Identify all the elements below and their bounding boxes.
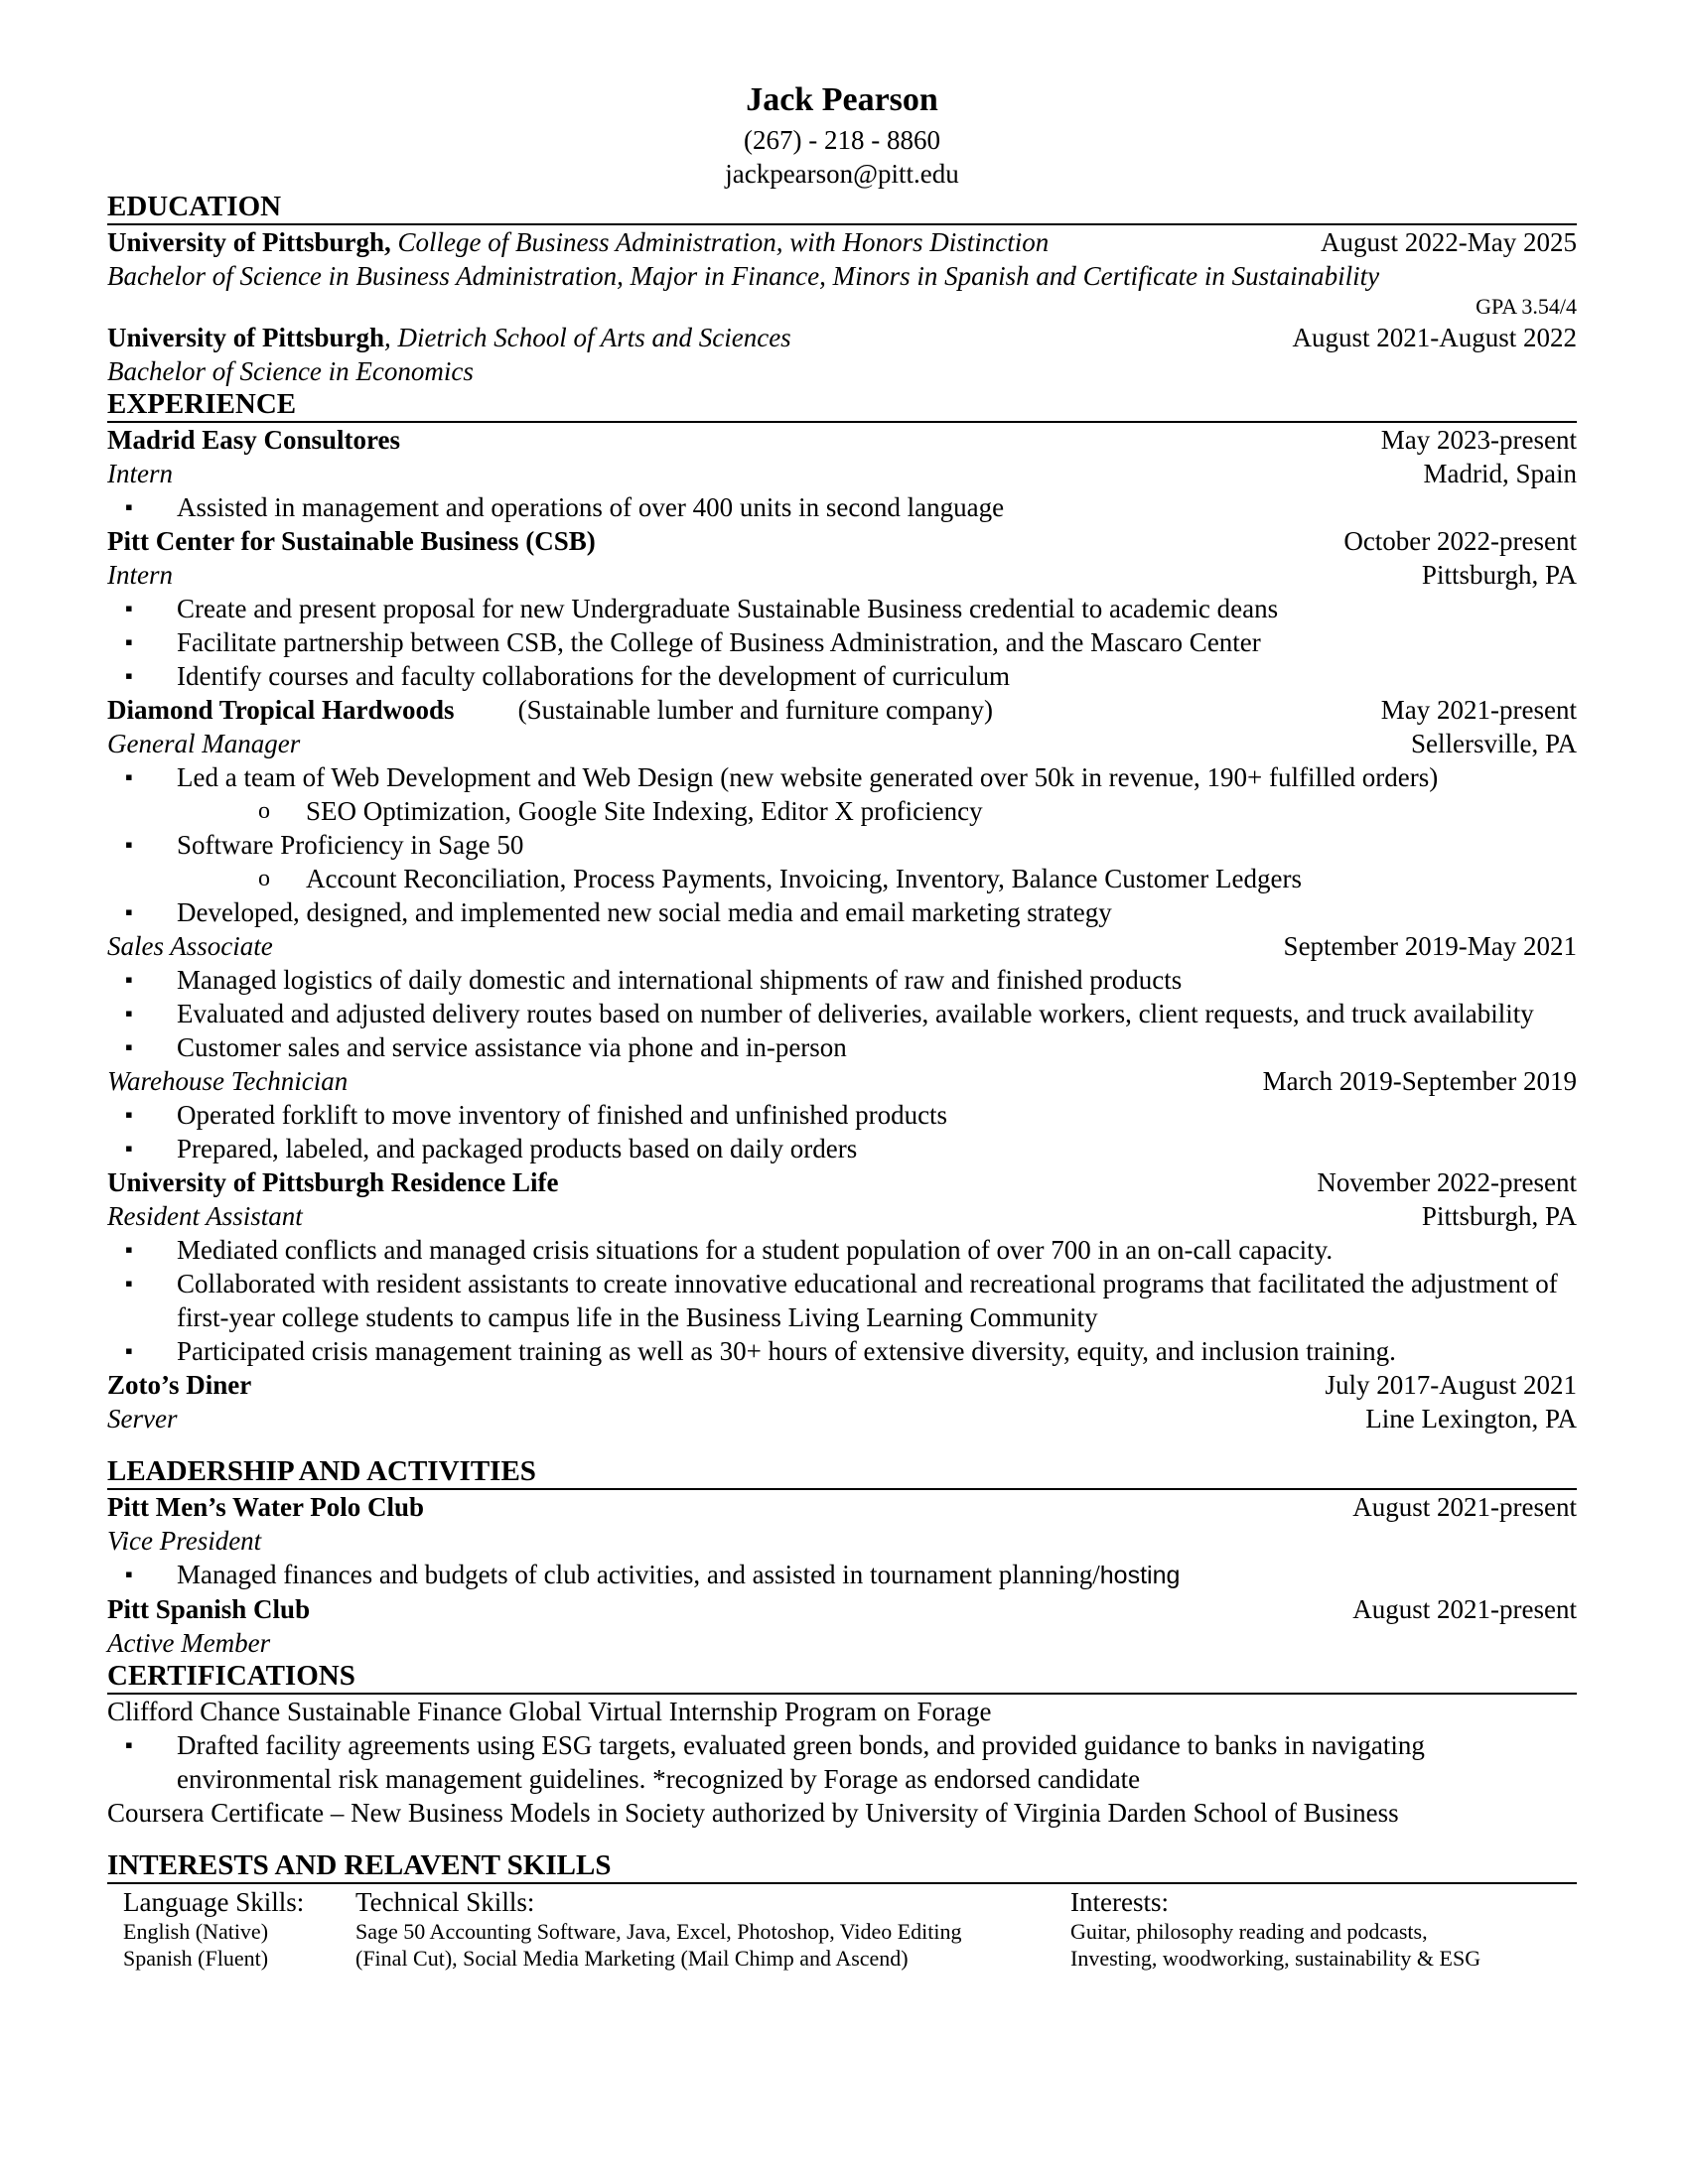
- sub-bullet-item: o SEO Optimization, Google Site Indexing, Editor X proficiency: [107, 794, 1577, 828]
- org-name: Pitt Spanish Club: [107, 1594, 311, 1624]
- bullet-text-tail: hosting: [1099, 1562, 1181, 1589]
- email-address: jackpearson@pitt.edu: [725, 159, 959, 189]
- org-name: University of Pittsburgh Residence Life: [107, 1167, 559, 1197]
- activity-header-spanish: [107, 1592, 1577, 1626]
- education-dates: August 2021-August 2022: [1292, 323, 1577, 352]
- job-dates: November 2022-present: [1317, 1167, 1577, 1197]
- interests-column: [1070, 1886, 1577, 1972]
- job-dates: September 2019-May 2021: [1283, 931, 1577, 961]
- bullet-list: [107, 963, 1577, 1064]
- degree-text: Bachelor of Science in Business Administration, Major in Finance, Minors in Spanish and Certificate in Sustainability: [107, 261, 1380, 291]
- language-skills-column: [107, 1886, 355, 1972]
- degree-text: Bachelor of Science in Economics: [107, 356, 474, 386]
- org-name: Madrid Easy Consultores: [107, 425, 401, 455]
- bullet-list: [107, 1558, 1577, 1592]
- job-role-row: [107, 457, 1577, 490]
- bullet-item: ▪ Mediated conflicts and managed crisis situations for a student population of over 700 in an on-call capacity.: [107, 1233, 1577, 1267]
- certification-item: Clifford Chance Sustainable Finance Global Virtual Internship Program on Forage: [107, 1697, 992, 1726]
- school-name: University of Pittsburgh,: [107, 227, 391, 257]
- skill-item: (Final Cut), Social Media Marketing (Mail Chimp and Ascend): [355, 1946, 909, 1971]
- job-header-diamond: [107, 693, 1577, 727]
- resume-header: [107, 77, 1577, 191]
- job-role: Sales Associate: [107, 931, 273, 961]
- interest-item: Investing, woodworking, sustainability & ESG: [1070, 1946, 1481, 1971]
- bullet-list: [107, 1233, 1577, 1368]
- certification-item: Coursera Certificate – New Business Models in Society authorized by University of Virginia Darden School of Business: [107, 1798, 1399, 1828]
- activity-role: Vice President: [107, 1526, 262, 1556]
- experience-heading: EXPERIENCE: [107, 388, 1577, 423]
- technical-skills-column: [355, 1886, 1070, 1972]
- job-role-row: [107, 1064, 1577, 1098]
- college-name: , Dietrich School of Arts and Sciences: [384, 323, 791, 352]
- job-location: Pittsburgh, PA: [1421, 560, 1577, 590]
- bullet-list: [107, 828, 1577, 862]
- skills-heading: INTERESTS AND RELAVENT SKILLS: [107, 1849, 1577, 1884]
- education-dates: August 2022-May 2025: [1321, 227, 1577, 257]
- bullet-item: ▪ Prepared, labeled, and packaged products based on daily orders: [107, 1132, 1577, 1165]
- bullet-item: ▪ Led a team of Web Development and Web Design (new website generated over 50k in revenue, 190+ fulfilled orders): [107, 760, 1577, 794]
- bullet-item: ▪ Evaluated and adjusted delivery routes based on number of deliveries, available workers, client requests, and truck availability: [107, 997, 1577, 1030]
- bullet-list: [107, 592, 1577, 693]
- job-role: Intern: [107, 459, 173, 488]
- job-role-row: [107, 727, 1577, 760]
- job-header-madrid: [107, 423, 1577, 457]
- bullet-item: ▪ Drafted facility agreements using ESG targets, evaluated green bonds, and provided guidance to banks in navigating environmental risk management guidelines. *recognized by Forage as endorsed candidate: [107, 1728, 1577, 1796]
- interest-item: Guitar, philosophy reading and podcasts,: [1070, 1919, 1428, 1944]
- certifications-heading: CERTIFICATIONS: [107, 1660, 1577, 1695]
- job-dates: March 2019-September 2019: [1262, 1066, 1577, 1096]
- bullet-item: [107, 1558, 1577, 1592]
- job-role: Resident Assistant: [107, 1201, 303, 1231]
- education-heading: EDUCATION: [107, 191, 1577, 225]
- job-header-reslife: [107, 1165, 1577, 1199]
- org-name: Pitt Center for Sustainable Business (CSB): [107, 526, 596, 556]
- job-role-row: [107, 558, 1577, 592]
- bullet-list: [107, 1098, 1577, 1165]
- bullet-item: ▪ Software Proficiency in Sage 50: [107, 828, 1577, 862]
- job-role: Warehouse Technician: [107, 1066, 349, 1096]
- job-dates: October 2022-present: [1343, 526, 1577, 556]
- job-role-row: [107, 929, 1577, 963]
- job-location: Line Lexington, PA: [1365, 1404, 1577, 1433]
- job-role: General Manager: [107, 729, 301, 758]
- bullet-item: ▪ Managed logistics of daily domestic and international shipments of raw and finished products: [107, 963, 1577, 997]
- job-dates: May 2023-present: [1380, 425, 1577, 455]
- phone-number: (267) - 218 - 8860: [744, 125, 940, 155]
- education-entry-1: [107, 225, 1577, 259]
- job-header-csb: [107, 524, 1577, 558]
- skill-item: English (Native): [123, 1919, 269, 1944]
- bullet-list: [107, 760, 1577, 794]
- job-location: Pittsburgh, PA: [1421, 1201, 1577, 1231]
- org-name: Pitt Men’s Water Polo Club: [107, 1492, 424, 1522]
- bullet-item: ▪ Customer sales and service assistance via phone and in-person: [107, 1030, 1577, 1064]
- bullet-item: ▪ Create and present proposal for new Undergraduate Sustainable Business credential to academic deans: [107, 592, 1577, 625]
- school-name: University of Pittsburgh: [107, 323, 384, 352]
- job-dates: July 2017-August 2021: [1325, 1370, 1577, 1400]
- bullet-item: ▪ Assisted in management and operations of over 400 units in second language: [107, 490, 1577, 524]
- column-heading: Language Skills:: [123, 1887, 305, 1917]
- college-name: College of Business Administration, with Honors Distinction: [390, 227, 1050, 257]
- bullet-item: ▪ Developed, designed, and implemented new social media and email marketing strategy: [107, 895, 1577, 929]
- job-location: Sellersville, PA: [1410, 729, 1577, 758]
- education-entry-2: [107, 321, 1577, 354]
- job-role: Server: [107, 1404, 178, 1433]
- sub-bullet-item: o Account Reconciliation, Process Payments, Invoicing, Inventory, Balance Customer Ledgers: [107, 862, 1577, 895]
- resume-page: [107, 77, 1577, 1972]
- bullet-list: [107, 1728, 1577, 1796]
- bullet-list: [107, 895, 1577, 929]
- gpa-text: GPA 3.54/4: [1476, 294, 1577, 319]
- job-role-row: [107, 1199, 1577, 1233]
- job-dates: May 2021-present: [1380, 695, 1577, 725]
- activity-header-polo: [107, 1490, 1577, 1524]
- job-header-zotos: [107, 1368, 1577, 1402]
- job-role: Intern: [107, 560, 173, 590]
- org-name: Diamond Tropical Hardwoods: [107, 695, 455, 725]
- bullet-item: ▪ Collaborated with resident assistants to create innovative educational and recreational programs that facilitated the adjustment of first-year college students to campus life in the Business Living Learning Community: [107, 1267, 1577, 1334]
- column-heading: Technical Skills:: [355, 1887, 535, 1917]
- activity-dates: August 2021-present: [1352, 1492, 1577, 1522]
- job-role-row: [107, 1402, 1577, 1435]
- sub-bullet-list: [107, 794, 1577, 828]
- activity-dates: August 2021-present: [1352, 1594, 1577, 1624]
- bullet-item: ▪ Facilitate partnership between CSB, the College of Business Administration, and the Mascaro Center: [107, 625, 1577, 659]
- skill-item: Sage 50 Accounting Software, Java, Excel, Photoshop, Video Editing: [355, 1919, 962, 1944]
- bullet-item: ▪ Operated forklift to move inventory of finished and unfinished products: [107, 1098, 1577, 1132]
- bullet-list: [107, 490, 1577, 524]
- org-note: (Sustainable lumber and furniture company): [517, 695, 993, 725]
- bullet-item: ▪ Participated crisis management training as well as 30+ hours of extensive diversity, equity, and inclusion training.: [107, 1334, 1577, 1368]
- leadership-heading: LEADERSHIP AND ACTIVITIES: [107, 1455, 1577, 1490]
- job-location: Madrid, Spain: [1423, 459, 1577, 488]
- column-heading: Interests:: [1070, 1887, 1169, 1917]
- sub-bullet-list: [107, 862, 1577, 895]
- bullet-text: Managed finances and budgets of club activities, and assisted in tournament planning/: [177, 1560, 1100, 1589]
- activity-role: Active Member: [107, 1628, 271, 1658]
- org-name: Zoto’s Diner: [107, 1370, 252, 1400]
- bullet-item: ▪ Identify courses and faculty collaborations for the development of curriculum: [107, 659, 1577, 693]
- skills-table: [107, 1886, 1577, 1972]
- candidate-name: Jack Pearson: [746, 81, 938, 118]
- skill-item: Spanish (Fluent): [123, 1946, 269, 1971]
